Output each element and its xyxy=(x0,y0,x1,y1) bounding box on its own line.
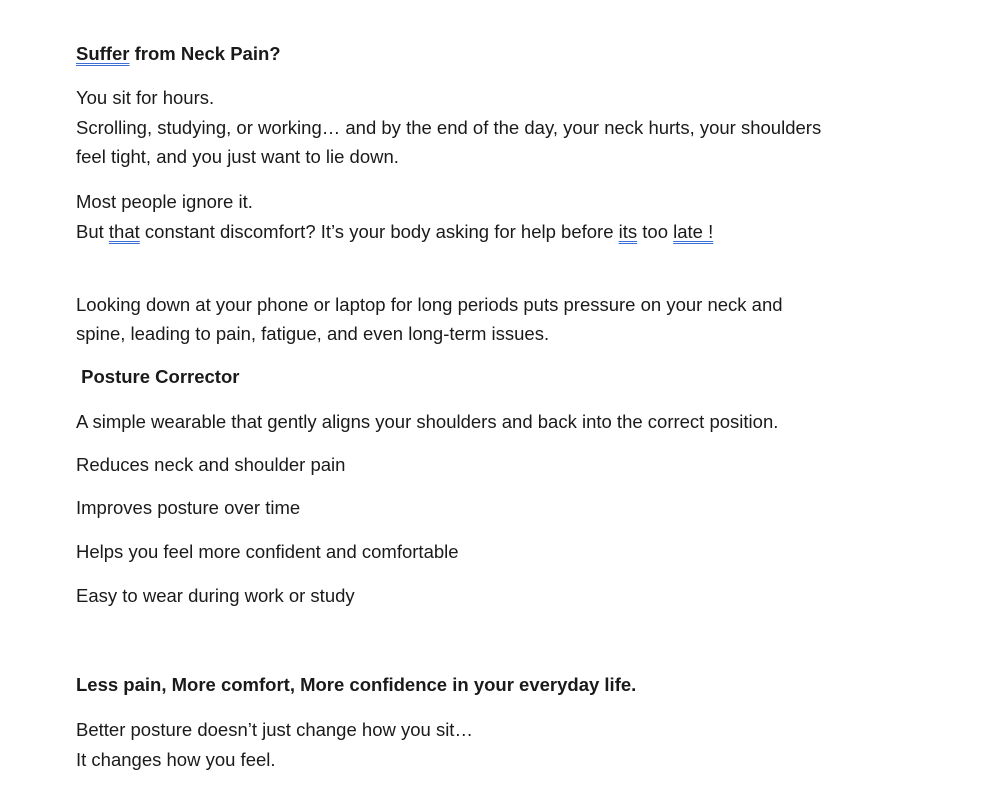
spellcheck-word[interactable]: Suffer xyxy=(76,43,130,64)
text-segment: constant discomfort? It’s your body asking for help before xyxy=(139,221,619,242)
heading xyxy=(76,42,281,66)
text-segment: too xyxy=(637,221,674,242)
ignore-line-1: Most people ignore it. xyxy=(76,191,253,212)
grammar-flag-late[interactable]: late ! xyxy=(673,221,714,242)
closing-line-1: Better posture doesn’t just change how you sit… xyxy=(76,719,473,740)
text-segment: But xyxy=(76,221,109,242)
product-title: Posture Corrector xyxy=(76,366,240,387)
product-description: A simple wearable that gently aligns your shoulders and back into the correct position. xyxy=(76,411,779,432)
grammar-flag-that[interactable]: that xyxy=(108,221,140,242)
closing-line-2: It changes how you feel. xyxy=(76,749,276,770)
benefit-item: Reduces neck and shoulder pain xyxy=(76,454,346,475)
intro-line-2: Scrolling, studying, or working… and by the end of the day, your neck hurts, your shoulders xyxy=(76,117,822,138)
grammar-flag-its[interactable]: its xyxy=(618,221,638,242)
heading-rest: from Neck Pain? xyxy=(129,43,281,64)
benefit-item: Easy to wear during work or study xyxy=(76,585,355,606)
problem-line-1: Looking down at your phone or laptop for long periods puts pressure on your neck and xyxy=(76,294,783,315)
benefit-item: Improves posture over time xyxy=(76,497,301,518)
tagline: Less pain, More comfort, More confidence in your everyday life. xyxy=(76,674,637,695)
ignore-line-2 xyxy=(76,220,713,244)
intro-line-3: feel tight, and you just want to lie down. xyxy=(76,146,399,167)
intro-line-1: You sit for hours. xyxy=(76,87,215,108)
problem-line-2: spine, leading to pain, fatigue, and even long-term issues. xyxy=(76,323,550,344)
benefit-item: Helps you feel more confident and comfortable xyxy=(76,541,459,562)
